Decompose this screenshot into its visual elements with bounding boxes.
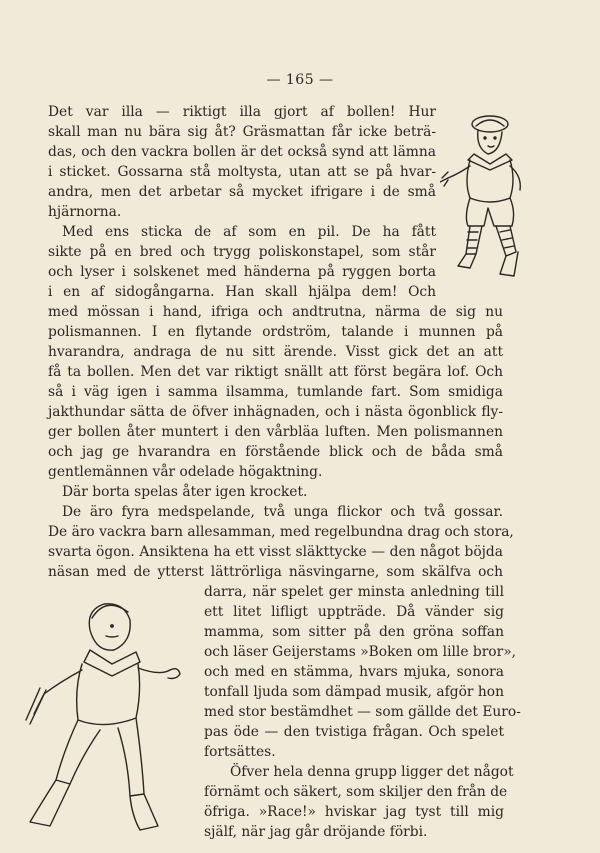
text-line: pas öde — den tvistiga frågan. Och spelet — [204, 724, 504, 740]
text-line: och lyser i solskenet med händerna på ryggen borta — [48, 264, 436, 280]
text-line: De äro vackra barn allesamman, med regelbundna drag och stora, — [48, 524, 514, 540]
text-line: svarta ögon. Ansiktena ha ett visst släkttycke — den något böjda — [48, 544, 503, 560]
text-line: mamma, som sitter på den gröna soffan — [204, 624, 504, 640]
text-line: med stor bestämdhet — som gällde det Euro- — [204, 704, 521, 720]
text-line: och jag ge hvarandra en förstående blick och de båda små — [48, 444, 503, 460]
text-line: själf, när jag går dröjande förbi. — [204, 824, 428, 840]
text-line: Det var illa — riktigt illa gjort af bollen! Hur — [48, 104, 436, 120]
text-line: och läser Geijerstams »Boken om lille bror», — [204, 644, 517, 660]
page-number: — 165 — — [266, 72, 334, 88]
text-line: få ta bollen. Men det var riktigt snällt att först begära lof. Och — [48, 364, 503, 380]
text-line: i en af sidogångarna. Han skall hjälpa dem! Och — [48, 284, 436, 300]
text-line: ger bollen åter muntert i den vårbläa luften. Men polismannen — [48, 424, 503, 440]
text-line: jakthundar sätta de öfver inhägnaden, och i nästa ögonblick fly- — [48, 404, 503, 420]
text-line: öfriga. »Race!» hviskar jag tyst till mig — [204, 804, 504, 820]
sailor-boy-illustration — [440, 108, 535, 290]
running-boy-illustration — [20, 590, 190, 842]
text-line: näsan med de ytterst lättrörliga näsvingarne, som skälfva och — [48, 564, 503, 580]
text-line: fortsättes. — [204, 744, 276, 760]
text-line: das, och den vackra bollen är det också synd att lämna — [48, 144, 436, 160]
text-line: hjärnorna. — [48, 204, 122, 220]
text-line: Där borta spelas åter igen krocket. — [62, 484, 308, 500]
text-line: ett litet lifligt uppträde. Då vänder sig — [204, 604, 504, 620]
text-line: skall man nu bära sig åt? Gräsmattan får icke beträ- — [48, 124, 436, 140]
text-line: så i väg igen i samma ilsamma, tumlande fart. Som smidiga — [48, 384, 503, 400]
text-line: förnämt och säkert, som skiljer den från de — [204, 784, 508, 800]
text-line: darra, när spelet ger minsta anledning till — [204, 584, 504, 600]
text-line: De äro fyra medspelande, två unga flickor och två gossar. — [62, 504, 503, 520]
text-line: andra, men det arbetar så mycket ifrigare i de små — [48, 184, 436, 200]
text-line: polismannen. I en flytande ordström, talande i munnen på — [48, 324, 503, 340]
text-line: med mössan i hand, ifriga och andtrutna, närma de sig nu — [48, 304, 503, 320]
text-line: sikte på en bred och trygg poliskonstapel, som står — [48, 244, 436, 260]
text-line: hvarandra, andraga de nu sitt ärende. Visst gick det an att — [48, 344, 503, 360]
text-line: tonfall ljuda som dämpad musik, afgör hon — [204, 684, 504, 700]
text-line: Med ens sticka de af som en pil. De ha fått — [62, 224, 436, 240]
text-line: i sticket. Gossarna stå moltysta, utan att se på hvar- — [48, 164, 436, 180]
text-line: och med en stämma, hvars mjuka, sonora — [204, 664, 504, 680]
text-line: Öfver hela denna grupp ligger det något — [230, 764, 514, 780]
text-line: gentlemännen vår odelade högaktning. — [48, 464, 323, 480]
